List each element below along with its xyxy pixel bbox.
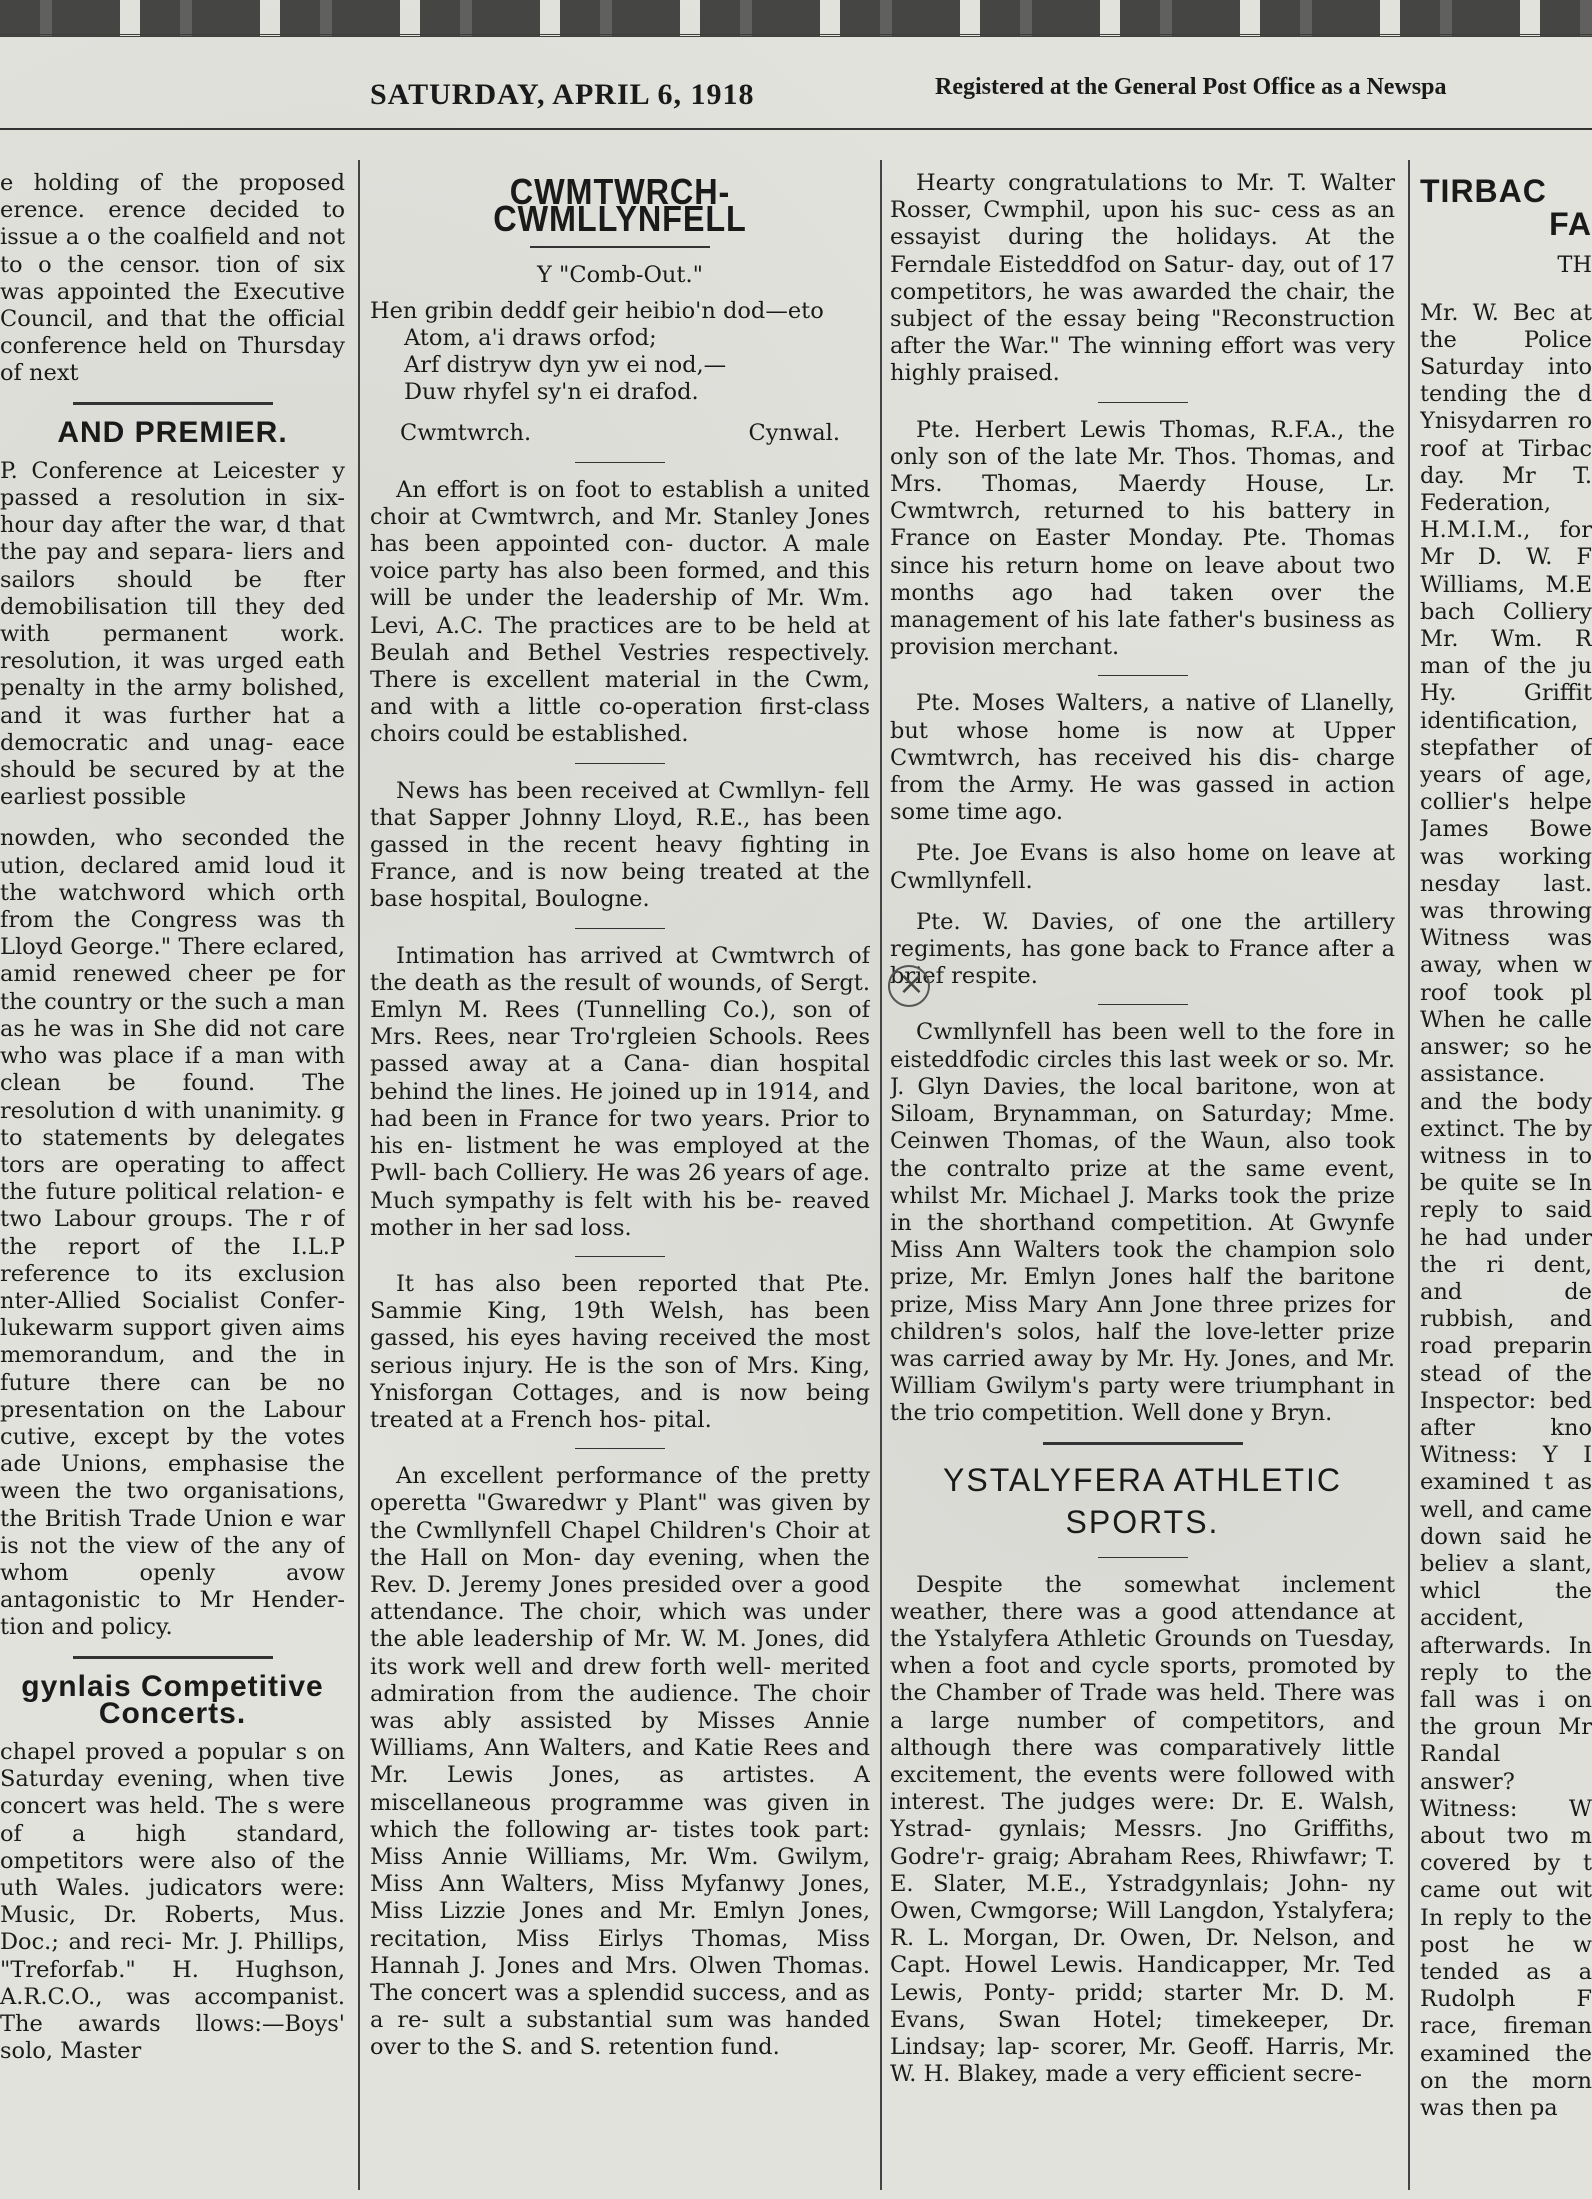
article-fragment: chapel proved a popular s on Saturday evening, when tive concert was held. The s were of a high standard, ompetitors were also of the uth Wales. judicators were: Music, Dr. Roberts, Mus. Doc.; and reci- Mr. J. Phillips, "Treforfab." H. Hughson, A.R.C.O., was accompanist. The awards llows:—Boys' solo, Master [0,1738,345,2065]
poem-line: Duw rhyfel sy'n ei drafod. [404,379,699,406]
poem [370,298,870,407]
section-rule [73,1656,273,1659]
news-item: An excellent performance of the pretty operetta "Gwaredwr y Plant" was given by the Cwmllynfell Chapel Children's Choir at the Hall on Mon- day evening, when the Rev. D. Jeremy Jones presided over a good attendance. The choir, which was under the able leadership of Mr. W. M. Jones, did its work well and drew forth well- merited admiration from the audience. The choir was ably assisted by Misses Annie Williams, Ann Walters, and Katie Rees and Mr. Lewis Jones, as artistes. A miscellaneous programme was given in which the following ar- tistes took part: Miss Annie Williams, Mr. Wm. Gwilym, Miss Ann Walters, Miss Myfanwy Jones, Miss Lizzie Jones and Mr. Emlyn Jones, recitation, Miss Eirlys Thomas, Miss Hannah J. Jones and Mrs. Olwen Thomas. The concert was a splendid success, and as a re- sult a substantial sum was handed over to the S. and S. retention fund. [370,1463,870,2061]
dateline-bar [0,58,1592,130]
news-item: Hearty congratulations to Mr. T. Walter Rosser, Cwmphil, upon his suc- cess as an essayist during the holidays. At the Ferndale Eisteddfod on Satur- day, out of 17 competitors, he was awarded the chair, the subject of the essay being "Reconstruction after the War." The winning effort was very highly praised. [890,170,1395,387]
column-news [890,170,1395,2102]
article-heading: gynlais Competitive Concerts. [21,1669,324,1730]
masthead-fragment [0,0,1592,37]
column-left [0,170,345,2079]
news-item: Pte. Joe Evans is also home on leave at Cwmllynfell. [890,840,1395,894]
news-item: Despite the somewhat inclement weather, there was a good attendance at the Ystalyfera Athletic Grounds on Tuesday, when a foot and cycle sports, promoted by the Chamber of Trade was held. There was a large number of competitors, and although there was comparatively little excitement, the events were followed with interest. The judges were: Dr. E. Walsh, Ystrad- gynlais; Messrs. Jno Griffiths, Godre'r- graig; Abraham Rees, Rhiwfawr; T. E. Slater, M.E., Ystradgynlais; John- ny Owen, Cwmgorse; Will Langdon, Ystalyfera; R. L. Morgan, Dr. Owen, Dr. Nelson, and Capt. Howel Lewis. Handicapper, Mr. Ted Lewis, Ponty- pridd; starter Mr. D. M. Evans, Swan Hotel; timekeeper, Dr. Lindsay; lap- scorer, Mr. Geoff. Harris, Mr. W. H. Blakey, made a very efficient secre- [890,1571,1395,2088]
news-item: Pte. Herbert Lewis Thomas, R.F.A., the only son of the late Mr. Thos. Thomas, and Mrs. Thomas, Maerdy House, Lr. Cwmtwrch, returned to his battery in France on Easter Monday. Pte. Thomas since his return home on leave about two months ago had taken over the management of his late father's business as provision merchant. [890,416,1395,661]
poem-author: Cynwal. [748,420,840,447]
column-cwmtwrch [370,170,870,2076]
item-rule [1098,675,1188,676]
news-item: News has been received at Cwmllyn- fell that Sapper Johnny Lloyd, R.E., has been gassed in the recent heavy fighting in France, and is now being treated at the base hospital, Boulogne. [370,777,870,913]
ink-circle-mark [888,965,930,1007]
item-rule [575,1448,665,1449]
poem-title: Y "Comb-Out." [537,262,703,289]
news-item: Pte. Moses Walters, a native of Llanelly, but whose home is now at Upper Cwmtwrch, has received his dis- charge from the Army. He was gassed in action some time ago. [890,690,1395,826]
poem-line: Hen gribin deddf geir heibio'n dod—eto [370,297,824,324]
item-rule [575,763,665,764]
article-heading: AND PREMIER. [57,415,288,449]
poem-line: Atom, a'i draws orfod; [404,324,657,351]
news-item: An effort is on foot to establish a united choir at Cwmtwrch, and Mr. Stanley Jones has been appointed con- ductor. A male voice party has also been formed, and this will be under the leadership of Mr. Wm. Levi, A.C. The practices are to be held at Beulah and Bethel Vestries respectively. There is excellent material in the Cwm, and with a little co-operation first-class choirs could be established. [370,476,870,748]
column-right [1420,170,1592,2136]
news-item: Pte. W. Davies, of one the artillery regiments, has gone back to France after a brief respite. [890,908,1395,990]
news-item: Intimation has arrived at Cwmtwrch of the death as the result of wounds, of Sergt. Emlyn M. Rees (Tunnelling Co.), son of Mrs. Rees, near Tro'rgleien Schools. Rees passed away at a Cana- dian hospital behind the lines. He joined up in 1914, and had been in France for two years. Prior to his en- listment he was employed at the Pwll- bach Colliery. He was 26 years of age. Much sympathy is felt with his be- reaved mother in her sad loss. [370,942,870,1241]
issue-date: SATURDAY, APRIL 6, 1918 [370,78,755,111]
poem-signature [370,420,870,447]
section-heading: CWMTWRCH-CWMLLYNFELL [493,171,747,240]
item-rule [1098,402,1188,403]
item-rule [1098,1004,1188,1005]
section-heading: TIRBAC [1420,173,1547,209]
news-item: Cwmllynfell has been well to the fore in eisteddfodic circles this last week or so. Mr. J. Glyn Davies, the local baritone, won at Siloam, Brynamman, on Saturday; Mme. Ceinwen Thomas, of the Waun, also took the contralto prize at the same event, whilst Mr. Michael J. Marks took the prize in the shorthand competition. At Gwynfe Miss Ann Walters took the champion solo prize, Mr. Emlyn Jones half the baritone prize, Miss Mary Ann Jone three prizes for children's solos, half the love-letter prize was carried away by Mr. Hy. Jones, and Mr. William Gwilym's party were triumphant in the trio competition. Well done y Bryn. [890,1019,1395,1427]
news-item: It has also been reported that Pte. Sammie King, 19th Welsh, has been gassed, his eyes having received the most serious injury. He is the son of Mrs. King, Ynisforgan Cottages, and is now being treated at a French hos- pital. [370,1270,870,1433]
section-rule [1043,1442,1243,1445]
heading-rule [1098,1557,1188,1558]
poem-line: Arf distryw dyn yw ei nod,— [404,352,727,379]
section-heading: YSTALYFERA ATHLETIC SPORTS. [943,1461,1342,1540]
item-rule [575,1256,665,1257]
section-heading: FA [1549,206,1592,243]
column-divider [1408,160,1410,2190]
registration-notice: Registered at the General Post Office as a Newspa [935,74,1447,100]
article-fragment: Mr. W. Bec at the Police Saturday into tending the d Ynisydarren ro roof at Tirbac day. Mr T. Federation, H.M.I.M., for Mr D. W. F Williams, M.E bach Colliery Mr. Wm. R man of the ju Hy. Griffit identification, stepfather of years of age, collier's helpe James Bowe was working nesday last. was throwing Witness was away, when w roof took pl When he calle answer; so he assistance. and the body extinct. The by witness in to be quite se In reply to said he had under the ri dent, and de rubbish, and road preparin stead of the Inspector: bed after kno Witness: Y I examined t as well, and came down said he believ a slant, whicl the accident, afterwards. In reply to the fall was i on the groun Mr Randal answer? Witness: W about two m covered by t came out wit In reply to the post he w tended as a Rudolph F race, fireman examined the on the morn was then pa [1420,299,1592,2122]
article-fragment: P. Conference at Leicester y passed a resolution in six-hour day after the war, d that the pay and separa- liers and sailors should be fter demobilisation till they ded with permanent work. resolution, it was urged eath penalty in the army bolished, and it was further hat a democratic and unag- eace should be secured by at the earliest possible [0,457,345,811]
column-divider [880,160,882,2190]
item-rule [575,462,665,463]
article-fragment: nowden, who seconded the ution, declared amid loud it the watchword which orth from the Congress was th Lloyd George." There eclared, amid renewed cheer pe for the country or the such a man as he was in She did not care who was place if a man with clean be found. The resolution d with unanimity. g to statements by delegates tors are operating to affect the future political relation- e two Labour groups. The r of the report of the I.L.P reference to its exclusion nter-Allied Socialist Confer- lukewarm support given aims memorandum, and the in future there can be no presentation on the Labour cutive, except by the votes ade Unions, emphasise the ween the two organisations, the British Trade Union e war is not the view of the any of whom openly avow antagonistic to Mr Hender- tion and policy. [0,825,345,1641]
item-rule [575,928,665,929]
subheading: TH [1557,252,1592,279]
heading-rule [530,246,710,248]
article-fragment: e holding of the proposed erence. erence decided to issue a o the coalfield and not to o the censor. tion of six was appointed the Executive Council, and that the official conference held on Thursday of next [0,170,345,387]
column-divider [358,160,360,2190]
poem-place: Cwmtwrch. [400,420,532,447]
section-rule [73,402,273,405]
